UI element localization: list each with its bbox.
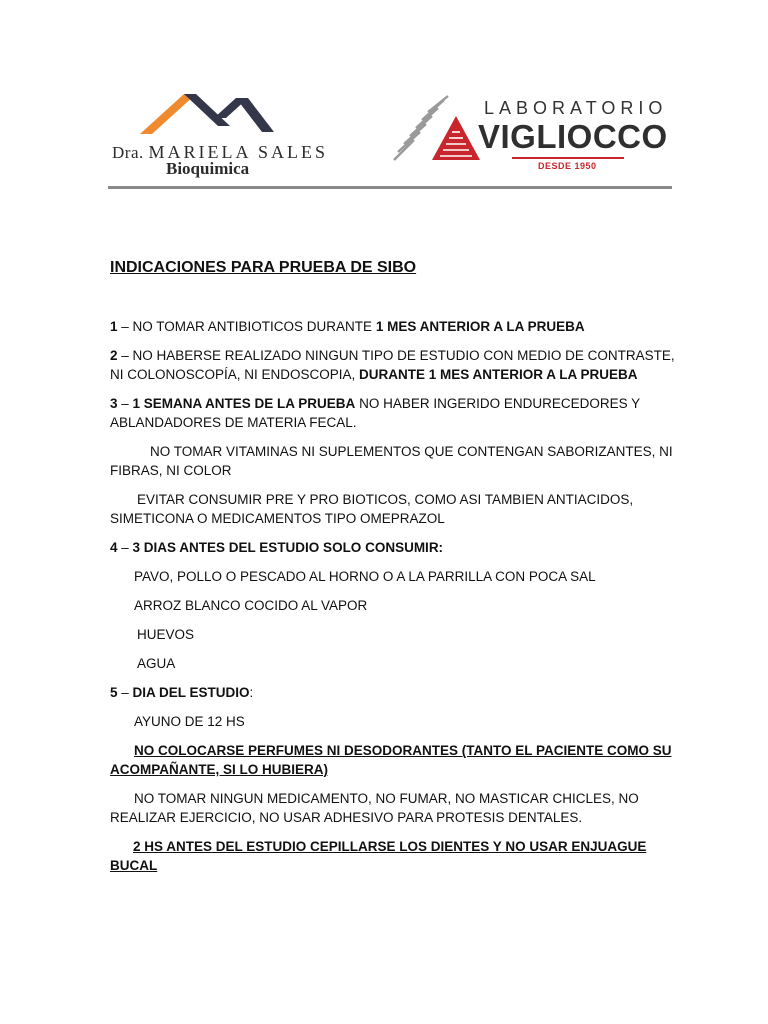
item-5-teeth: 2 HS ANTES DEL ESTUDIO CEPILLARSE LOS DIENTES Y NO USAR ENJUAGUE BUCAL — [110, 839, 647, 873]
doctor-title: Bioquimica — [166, 159, 250, 178]
item-5-fasting: AYUNO DE 12 HS — [134, 714, 245, 729]
item-4: 4 – 3 DIAS ANTES DEL ESTUDIO SOLO CONSUMIR: — [110, 540, 444, 555]
item-5: 5 – DIA DEL ESTUDIO: — [110, 685, 254, 700]
mariela-sales-logo — [108, 88, 328, 184]
roof-icon — [140, 92, 274, 138]
document-body — [110, 258, 690, 885]
food-item: PAVO, POLLO O PESCADO AL HORNO O A LA PARRILLA CON POCA SAL — [134, 569, 596, 584]
doctor-name: Dra. MARIELA SALES — [112, 142, 328, 162]
item-3-vitamins: NO TOMAR VITAMINAS NI SUPLEMENTOS QUE CONTENGAN SABORIZANTES, NI FIBRAS, NI COLOR — [110, 444, 673, 478]
item-5-medication: NO TOMAR NINGUN MEDICAMENTO, NO FUMAR, NO MASTICAR CHICLES, NO REALIZAR EJERCICIO, NO USAR ADHESIVO PARA PROTESIS DENTALES. — [110, 791, 639, 825]
item-3-probiotics: EVITAR CONSUMIR PRE Y PRO BIOTICOS, COMO ASI TAMBIEN ANTIACIDOS, SIMETICONA O MEDICAMENTOS TIPO OMEPRAZOL — [110, 492, 634, 526]
food-item: HUEVOS — [137, 627, 195, 642]
item-2: 2 – NO HABERSE REALIZADO NINGUN TIPO DE ESTUDIO CON MEDIO DE CONTRASTE, NI COLONOSCOPÍA, NI ENDOSCOPIA, DURANTE 1 MES ANTERIOR A LA PRUEBA — [110, 348, 675, 382]
letterhead — [108, 84, 672, 190]
lab-since: DESDE 1950 — [538, 161, 597, 171]
item-1: 1 – NO TOMAR ANTIBIOTICOS DURANTE 1 MES ANTERIOR A LA PRUEBA — [110, 319, 585, 334]
document-title: INDICACIONES PARA PRUEBA DE SIBO — [110, 259, 417, 276]
laboratorio-vigliocco-logo — [388, 84, 672, 184]
item-3: 3 – 1 SEMANA ANTES DE LA PRUEBA NO HABER INGERIDO ENDURECEDORES Y ABLANDADORES DE MATERIA FECAL. — [110, 396, 640, 430]
since-divider — [512, 157, 624, 159]
lab-word: LABORATORIO — [484, 98, 668, 118]
pyramid-icon — [392, 94, 482, 164]
food-item: AGUA — [137, 656, 176, 671]
food-item: ARROZ BLANCO COCIDO AL VAPOR — [134, 598, 368, 613]
item-5-perfume-warning: NO COLOCARSE PERFUMES NI DESODORANTES (TANTO EL PACIENTE COMO SU ACOMPAÑANTE, SI LO HUBIERA) — [110, 743, 672, 777]
lab-name: VIGLIOCCO — [478, 118, 668, 155]
header-divider — [108, 186, 672, 189]
